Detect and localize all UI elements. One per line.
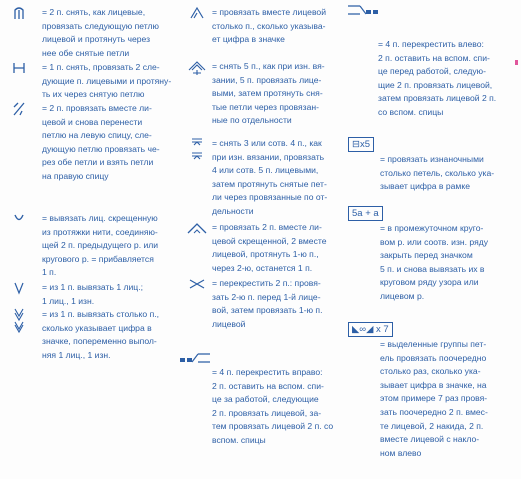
legend-text: = перекрестить 2 п.: провя- зать 2-ю п. перед 1-й лице- вой, затем провязать 1-ю п. лицевой: [212, 278, 323, 329]
legend-text: = 2 п. провязать вместе ли- цевой и снова перенести петлю на левую спицу, сле- дующую петлю провязать че- рез обе петли и взять петли на правую спицу: [42, 103, 160, 181]
legend-text: = вывязать лиц. скрещенную из протяжки нити, соединяю- щей 2 п. предыдущего р. или кругового р. = прибавляется 1 п.: [42, 213, 159, 278]
knit-two-together-slash-icon: [6, 102, 32, 116]
legend-text: = 1 п. снять, провязать 2 сле- дующие п. лицевыми и протяну- ть их через снятую петлю: [42, 62, 172, 100]
k-together-left-icon: [184, 6, 210, 20]
page-edge-mark: [515, 60, 518, 65]
legend-text: = снять 5 п., как при изн. вя- зании, 5 п. провязать лице- выми, затем протянуть сня- тые петли через провязан- ные по отдельности: [212, 61, 325, 126]
triangle-decrease-icon: [184, 221, 210, 235]
increase-arc-icon: [6, 212, 32, 226]
slip-one-knit-two-icon: [6, 61, 32, 75]
legend-text: = из 1 п. вывязать 1 лиц.; 1 лиц., 1 изн.: [42, 282, 144, 306]
legend-text: = в промежуточном круго- вом р. или соотв. изн. ряду закрыть перед значком 5 п. и снова вывязать их в круговом ряду узора или лицевом р.: [380, 223, 489, 301]
legend-text: = 4 п. перекрестить влево: 2 п. оставить на вспом. спи- це перед работой, следую- щие 2 п. провязать лицевой, затем провязать лицевой 2 п. со вспом. спицы: [378, 39, 497, 117]
legend-text: = провязать изнаночными столько петель, сколько ука- зывает цифра в рамке: [380, 154, 495, 192]
bind-off-box: 5a + a: [348, 206, 383, 221]
cross-icon: [184, 277, 210, 291]
slip-five-icon: [184, 60, 210, 74]
slip-three-icon: [184, 137, 210, 151]
legend-text: = провязать вместе лицевой столько п., сколько указыва- ет цифра в значке: [212, 7, 327, 45]
legend-text: = из 1 п. вывязать столько п., сколько указывает цифра в значке, попеременно выпол- няя 1 лиц., 1 изн.: [42, 309, 159, 360]
v-increase-icon: [6, 281, 32, 295]
legend-text: = снять 3 или сотв. 4 п., как при изн. вязании, провязать 4 или сотв. 5 п. лицевыми, затем протянуть снятые пет- ли через провязанные по от- дельности: [212, 138, 328, 216]
legend-text: = 4 п. перекрестить вправо: 2 п. оставить на вспом. спи- це за работой, следующие 2 п. провязать лицевой, за- тем провязать лицевой 2 п. со вспом. спицы: [212, 367, 334, 445]
legend-text: = 2 п. снять, как лицевые, провязать следующую петлю лицевой и протянуть через нее обе снятые петли: [42, 7, 159, 58]
repeat-group-box: ◣∞◢ x 7: [348, 322, 393, 337]
legend-text: = провязать 2 п. вместе ли- цевой скрещенной, 2 вместе лицевой, протянуть 1-ю п., через 2-ю, останется 1 п.: [212, 222, 327, 273]
cable-left-icon: [346, 4, 372, 18]
cable-right-icon: [178, 352, 204, 366]
purl-count-box: ⊟x5: [348, 137, 374, 152]
slipped-loop-icon: [6, 6, 32, 20]
multi-v-increase-icon: [6, 308, 32, 322]
legend-text: = выделенные группы пет- ель провязать поочередно столько раз, сколько ука- зывает цифра в значке, на этом примере 7 раз провя- зать поочередно 2 п. вмес- те лицевой, 2 накида, 2 п. вместе лицевой с накло- ном влево: [380, 339, 488, 458]
